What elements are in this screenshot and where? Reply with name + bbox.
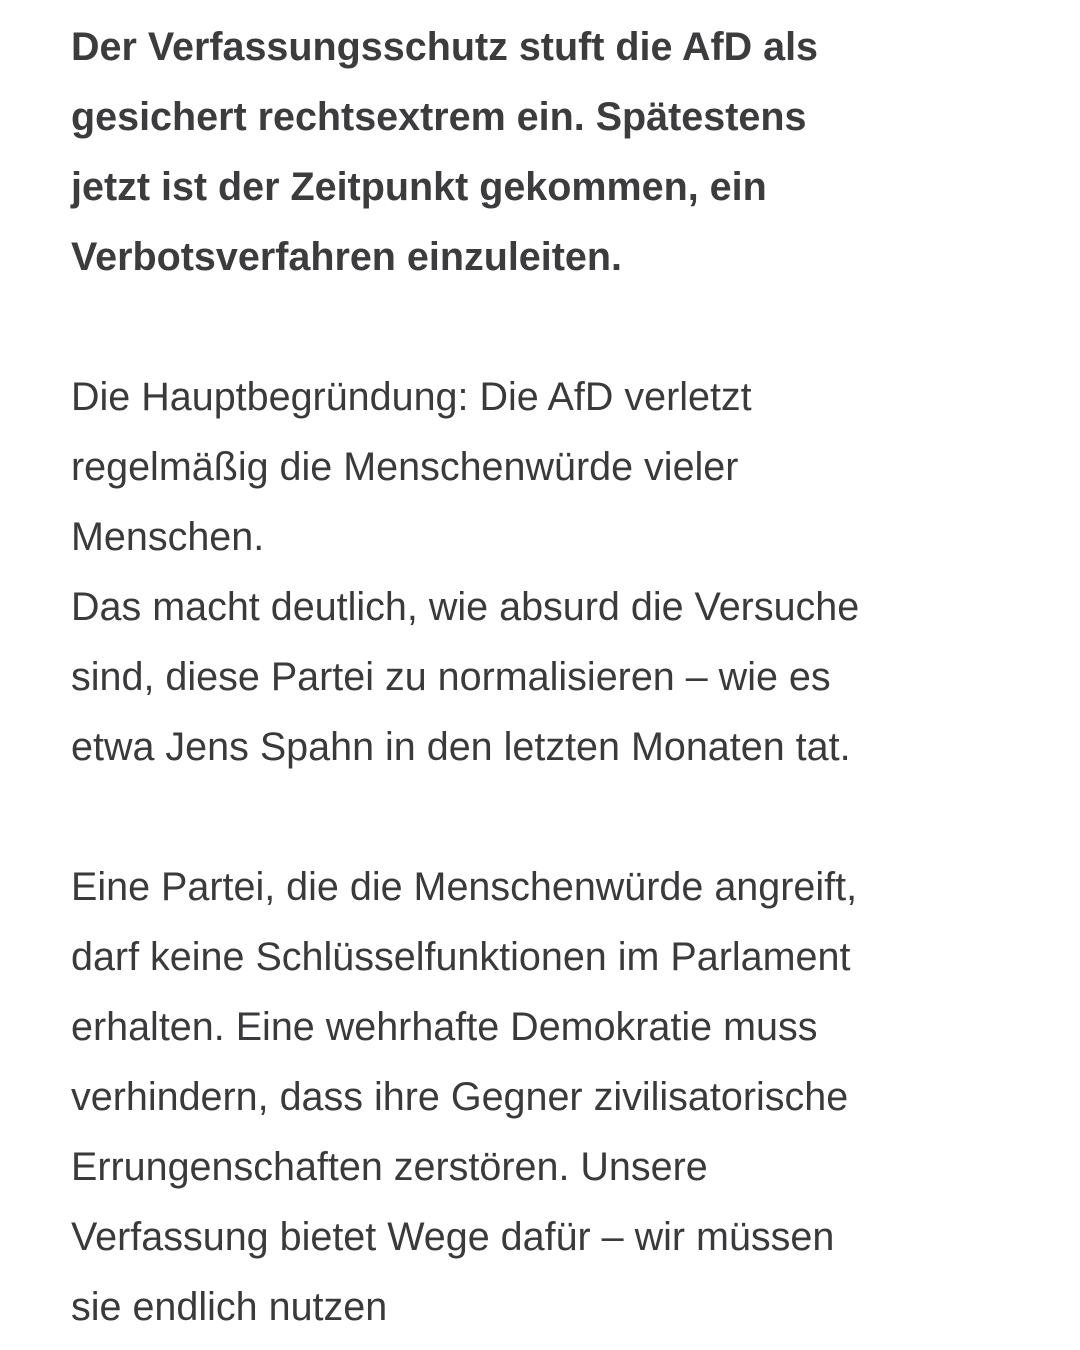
- headline-line: Der Verfassungsschutz stuft die AfD als: [71, 25, 819, 69]
- body-line: Verfassung bietet Wege dafür – wir müssen: [71, 1215, 835, 1259]
- body-line: Das macht deutlich, wie absurd die Versuche: [71, 585, 860, 629]
- headline-line: jetzt ist der Zeitpunkt gekommen, ein: [71, 165, 767, 209]
- headline-line: gesichert rechtsextrem ein. Spätestens: [71, 95, 807, 139]
- body-line: erhalten. Eine wehrhafte Demokratie muss: [71, 1005, 818, 1049]
- body-paragraph-2: [71, 362, 1040, 782]
- body-line: Errungenschaften zerstören. Unsere: [71, 1145, 708, 1189]
- body-line: darf keine Schlüsselfunktionen im Parlament: [71, 935, 851, 979]
- body-line: etwa Jens Spahn in den letzten Monaten tat.: [71, 725, 851, 769]
- headline-line: Verbotsverfahren einzuleiten.: [71, 235, 622, 279]
- body-line: Menschen.: [71, 515, 265, 559]
- body-line: regelmäßig die Menschenwürde vieler: [71, 445, 739, 489]
- paragraph-gap: [71, 292, 1040, 362]
- body-line: Eine Partei, die die Menschenwürde angreift,: [71, 865, 858, 909]
- body-line: verhindern, dass ihre Gegner zivilisatorische: [71, 1075, 849, 1119]
- body-line: Die Hauptbegründung: Die AfD verletzt: [71, 375, 752, 419]
- body-line: sind, diese Partei zu normalisieren – wie es: [71, 655, 831, 699]
- headline-paragraph: [71, 12, 1040, 292]
- paragraph-gap: [71, 782, 1040, 852]
- body-paragraph-3: [71, 852, 1040, 1342]
- body-line: sie endlich nutzen: [71, 1285, 388, 1329]
